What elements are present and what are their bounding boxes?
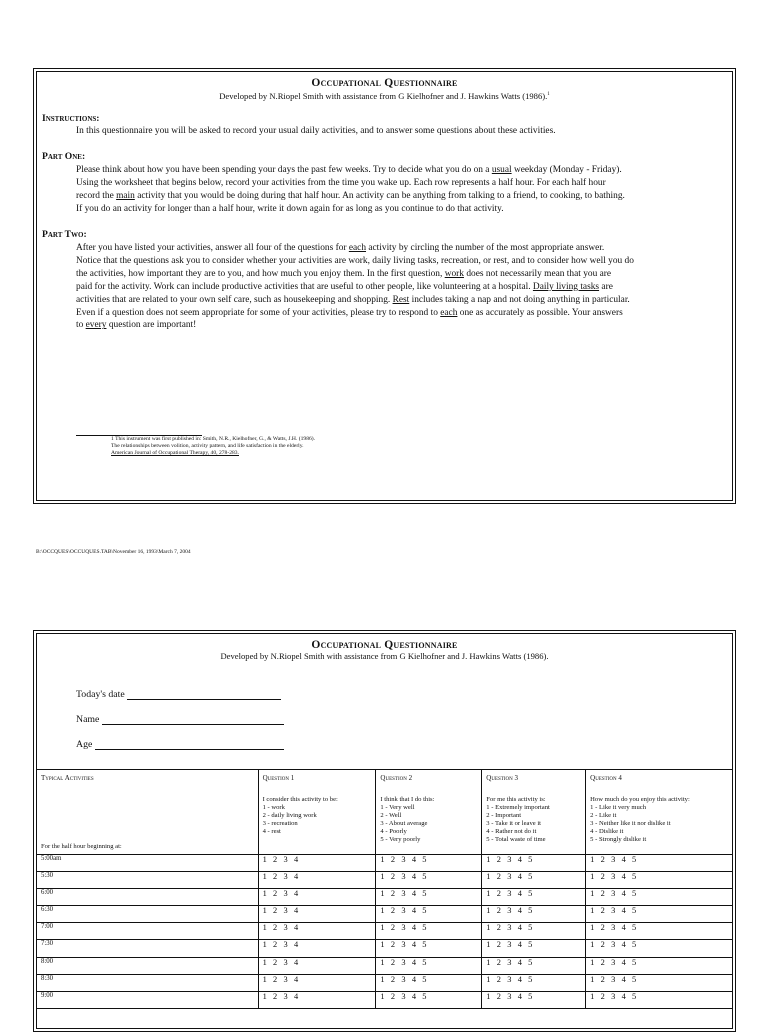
q3-line: 4 - Rather not do it (486, 828, 537, 835)
age-line[interactable] (95, 739, 284, 750)
question-4-scale[interactable]: 1 2 3 4 5 (586, 974, 733, 991)
question-1-scale[interactable]: 1 2 3 4 (258, 991, 376, 1008)
question-1-title: Question 1 (262, 774, 295, 782)
part-one-text: Please think about how you have been spending your days the past few weeks. Try to decide what you do on a usual weekday (Monday - Friday). Using the worksheet that begins below, record your activities from the time you wake up. Each row represents a half hour. For each half hour record the main activity that you would be doing during that half hour. An activity can be anything from talking to a friend, to cooking, to bathing. If you do an activity for longer than a half hour, write it down again for as long as you continue to do that activity. (76, 165, 625, 214)
question-4-scale[interactable]: 1 2 3 4 5 (586, 991, 733, 1008)
q2-line: 1 - Very well (380, 804, 415, 811)
question-2-title: Question 2 (380, 774, 413, 782)
q2-line: I think that I do this: (380, 796, 435, 803)
question-3-scale[interactable]: 1 2 3 4 5 (482, 974, 586, 991)
question-2-scale[interactable]: 1 2 3 4 5 (376, 991, 482, 1008)
question-4-scale[interactable]: 1 2 3 4 5 (586, 906, 733, 923)
q3-line: For me this activity is: (486, 796, 546, 803)
q2-line: 5 - Very poorly (380, 836, 421, 843)
page1-subtitle: Developed by N.Riopel Smith with assistance from G Kielhofner and J. Hawkins Watts (1986).$^1$ (219, 90, 550, 101)
table-row (37, 906, 733, 923)
q2-line: 3 - About average (380, 820, 428, 827)
footnote (111, 436, 371, 457)
table-row (37, 957, 733, 974)
q3-line: 5 - Total waste of time (486, 836, 546, 843)
half-hour-label: For the half hour beginning at: (41, 843, 122, 850)
question-1-scale[interactable]: 1 2 3 4 (258, 889, 376, 906)
question-4-header (586, 770, 733, 855)
age-label: Age (76, 739, 93, 750)
question-2-scale[interactable]: 1 2 3 4 5 (376, 940, 482, 957)
part-one-heading: Part One: (42, 151, 86, 162)
q1-line: 2 - daily living work (262, 812, 317, 819)
question-1-scale[interactable]: 1 2 3 4 (258, 855, 376, 872)
file-path: B:\OCCQUES\OCCUQUES.TAB\November 16, 1993\March 7, 2004 (36, 549, 191, 555)
q1-line: 4 - rest (262, 828, 281, 835)
table-row (37, 923, 733, 940)
instructions-heading: Instructions: (42, 113, 100, 124)
question-4-scale[interactable]: 1 2 3 4 5 (586, 872, 733, 889)
question-2-scale[interactable]: 1 2 3 4 5 (376, 974, 482, 991)
q1-line: I consider this activity to be: (262, 796, 338, 803)
q4-line: 3 - Neither like it nor dislike it (590, 820, 671, 827)
q1-line: 3 - recreation (262, 820, 298, 827)
question-1-scale[interactable]: 1 2 3 4 (258, 957, 376, 974)
name-line[interactable] (102, 714, 284, 725)
time-cell[interactable]: 6:00 (37, 889, 259, 906)
q4-line: 2 - Like it (590, 812, 617, 819)
page1-header (34, 77, 735, 102)
question-3-scale[interactable]: 1 2 3 4 5 (482, 906, 586, 923)
question-4-title: Question 4 (590, 774, 622, 782)
question-4-scale[interactable]: 1 2 3 4 5 (586, 889, 733, 906)
name-field[interactable] (76, 714, 284, 725)
question-3-scale[interactable]: 1 2 3 4 5 (482, 889, 586, 906)
q2-line: 4 - Poorly (380, 828, 407, 835)
questionnaire-page-1 (33, 68, 736, 504)
question-3-scale[interactable]: 1 2 3 4 5 (482, 872, 586, 889)
question-1-scale[interactable]: 1 2 3 4 (258, 974, 376, 991)
question-3-scale[interactable]: 1 2 3 4 5 (482, 855, 586, 872)
question-4-scale[interactable]: 1 2 3 4 5 (586, 957, 733, 974)
question-3-title: Question 3 (486, 774, 518, 782)
footnote-line-3: American Journal of Occupational Therapy, 40, 278-283. (111, 450, 239, 456)
activities-table (36, 769, 733, 1009)
q2-line: 2 - Well (380, 812, 402, 819)
part-two-text: After you have listed your activities, answer all four of the questions for each activity by circling the number of the most appropriate answer. Notice that the questions ask you to consider whether your activities are work, daily living tasks, recreation, or rest, and to consider how well you do the activities, how important they are to you, and how much you enjoy them. In the first question, work does not necessarily mean that you are paid for the activity. Work can include productive activities that are useful to other people, like volunteering at a hospital. Daily living tasks are activities that are related to your own self care, such as housekeeping and shopping. Rest includes taking a nap and not doing anything in particular. Even if a question does not seem appropriate for some of your activities, please try to respond to each one as accurately as possible. Your answers to every question are important! (76, 243, 634, 331)
question-4-scale[interactable]: 1 2 3 4 5 (586, 923, 733, 940)
time-cell[interactable]: 8:30 (37, 974, 259, 991)
q4-line: 1 - Like it very much (590, 804, 647, 811)
table-row (37, 855, 733, 872)
time-cell[interactable]: 7:30 (37, 940, 259, 957)
todays-date-line[interactable] (127, 689, 281, 700)
question-1-scale[interactable]: 1 2 3 4 (258, 923, 376, 940)
age-field[interactable] (76, 739, 284, 750)
page2-subtitle: Developed by N.Riopel Smith with assistance from G Kielhofner and J. Hawkins Watts (1986). (220, 651, 549, 661)
todays-date-label: Today's date (76, 689, 125, 700)
footnote-line-1: 1 This instrument was first published in: Smith, N.R., Kielhofner, G., & Watts, J.H. (1986). (111, 436, 316, 442)
table-row (37, 889, 733, 906)
question-2-header (376, 770, 482, 855)
page2-header (34, 639, 735, 662)
q1-line: 1 - work (262, 804, 285, 811)
q3-line: 3 - Take it or leave it (486, 820, 541, 827)
question-2-options (380, 796, 477, 844)
question-2-scale[interactable]: 1 2 3 4 5 (376, 923, 482, 940)
table-row (37, 940, 733, 957)
table-row (37, 872, 733, 889)
question-2-scale[interactable]: 1 2 3 4 5 (376, 906, 482, 923)
page2-title: Occupational Questionnaire (311, 639, 458, 651)
question-3-scale[interactable]: 1 2 3 4 5 (482, 957, 586, 974)
typical-activities-header (37, 770, 259, 855)
question-2-scale[interactable]: 1 2 3 4 5 (376, 872, 482, 889)
question-3-options (486, 796, 581, 844)
time-cell[interactable]: 9:00 (37, 991, 259, 1008)
question-3-header (482, 770, 586, 855)
part-two-heading: Part Two: (42, 229, 87, 240)
question-1-header (258, 770, 376, 855)
question-4-scale[interactable]: 1 2 3 4 5 (586, 855, 733, 872)
question-4-scale[interactable]: 1 2 3 4 5 (586, 940, 733, 957)
instructions-text: In this questionnaire you will be asked to record your usual daily activities, and to answer some questions about these activities. (76, 126, 556, 136)
question-2-scale[interactable]: 1 2 3 4 5 (376, 889, 482, 906)
q3-line: 2 - Important (486, 812, 522, 819)
time-cell[interactable]: 5:00am (37, 855, 259, 872)
footnote-line-2: The relationships between volition, activity pattern, and life satisfaction in the elderly. (111, 443, 304, 449)
table-row (37, 974, 733, 991)
q4-line: 5 - Strongly dislike it (590, 836, 647, 843)
question-3-scale[interactable]: 1 2 3 4 5 (482, 940, 586, 957)
question-1-scale[interactable]: 1 2 3 4 (258, 940, 376, 957)
question-4-options (590, 796, 728, 844)
time-cell[interactable]: 6:30 (37, 906, 259, 923)
question-2-scale[interactable]: 1 2 3 4 5 (376, 855, 482, 872)
time-cell[interactable]: 7:00 (37, 923, 259, 940)
questionnaire-page-2 (33, 630, 736, 1032)
question-1-scale[interactable]: 1 2 3 4 (258, 872, 376, 889)
todays-date-field[interactable] (76, 689, 281, 700)
typical-activities-title: Typical Activities (41, 774, 94, 782)
question-3-scale[interactable]: 1 2 3 4 5 (482, 991, 586, 1008)
q4-line: How much do you enjoy this activity: (590, 796, 690, 803)
activity-rows (37, 855, 733, 1009)
page1-title: Occupational Questionnaire (311, 77, 458, 89)
q4-line: 4 - Dislike it (590, 828, 624, 835)
table-header-row (37, 770, 733, 855)
table-row (37, 991, 733, 1008)
question-2-scale[interactable]: 1 2 3 4 5 (376, 957, 482, 974)
question-1-scale[interactable]: 1 2 3 4 (258, 906, 376, 923)
time-cell[interactable]: 8:00 (37, 957, 259, 974)
time-cell[interactable]: 5:30 (37, 872, 259, 889)
question-3-scale[interactable]: 1 2 3 4 5 (482, 923, 586, 940)
q3-line: 1 - Extremely important (486, 804, 550, 811)
name-label: Name (76, 714, 100, 725)
question-1-options (263, 796, 372, 836)
